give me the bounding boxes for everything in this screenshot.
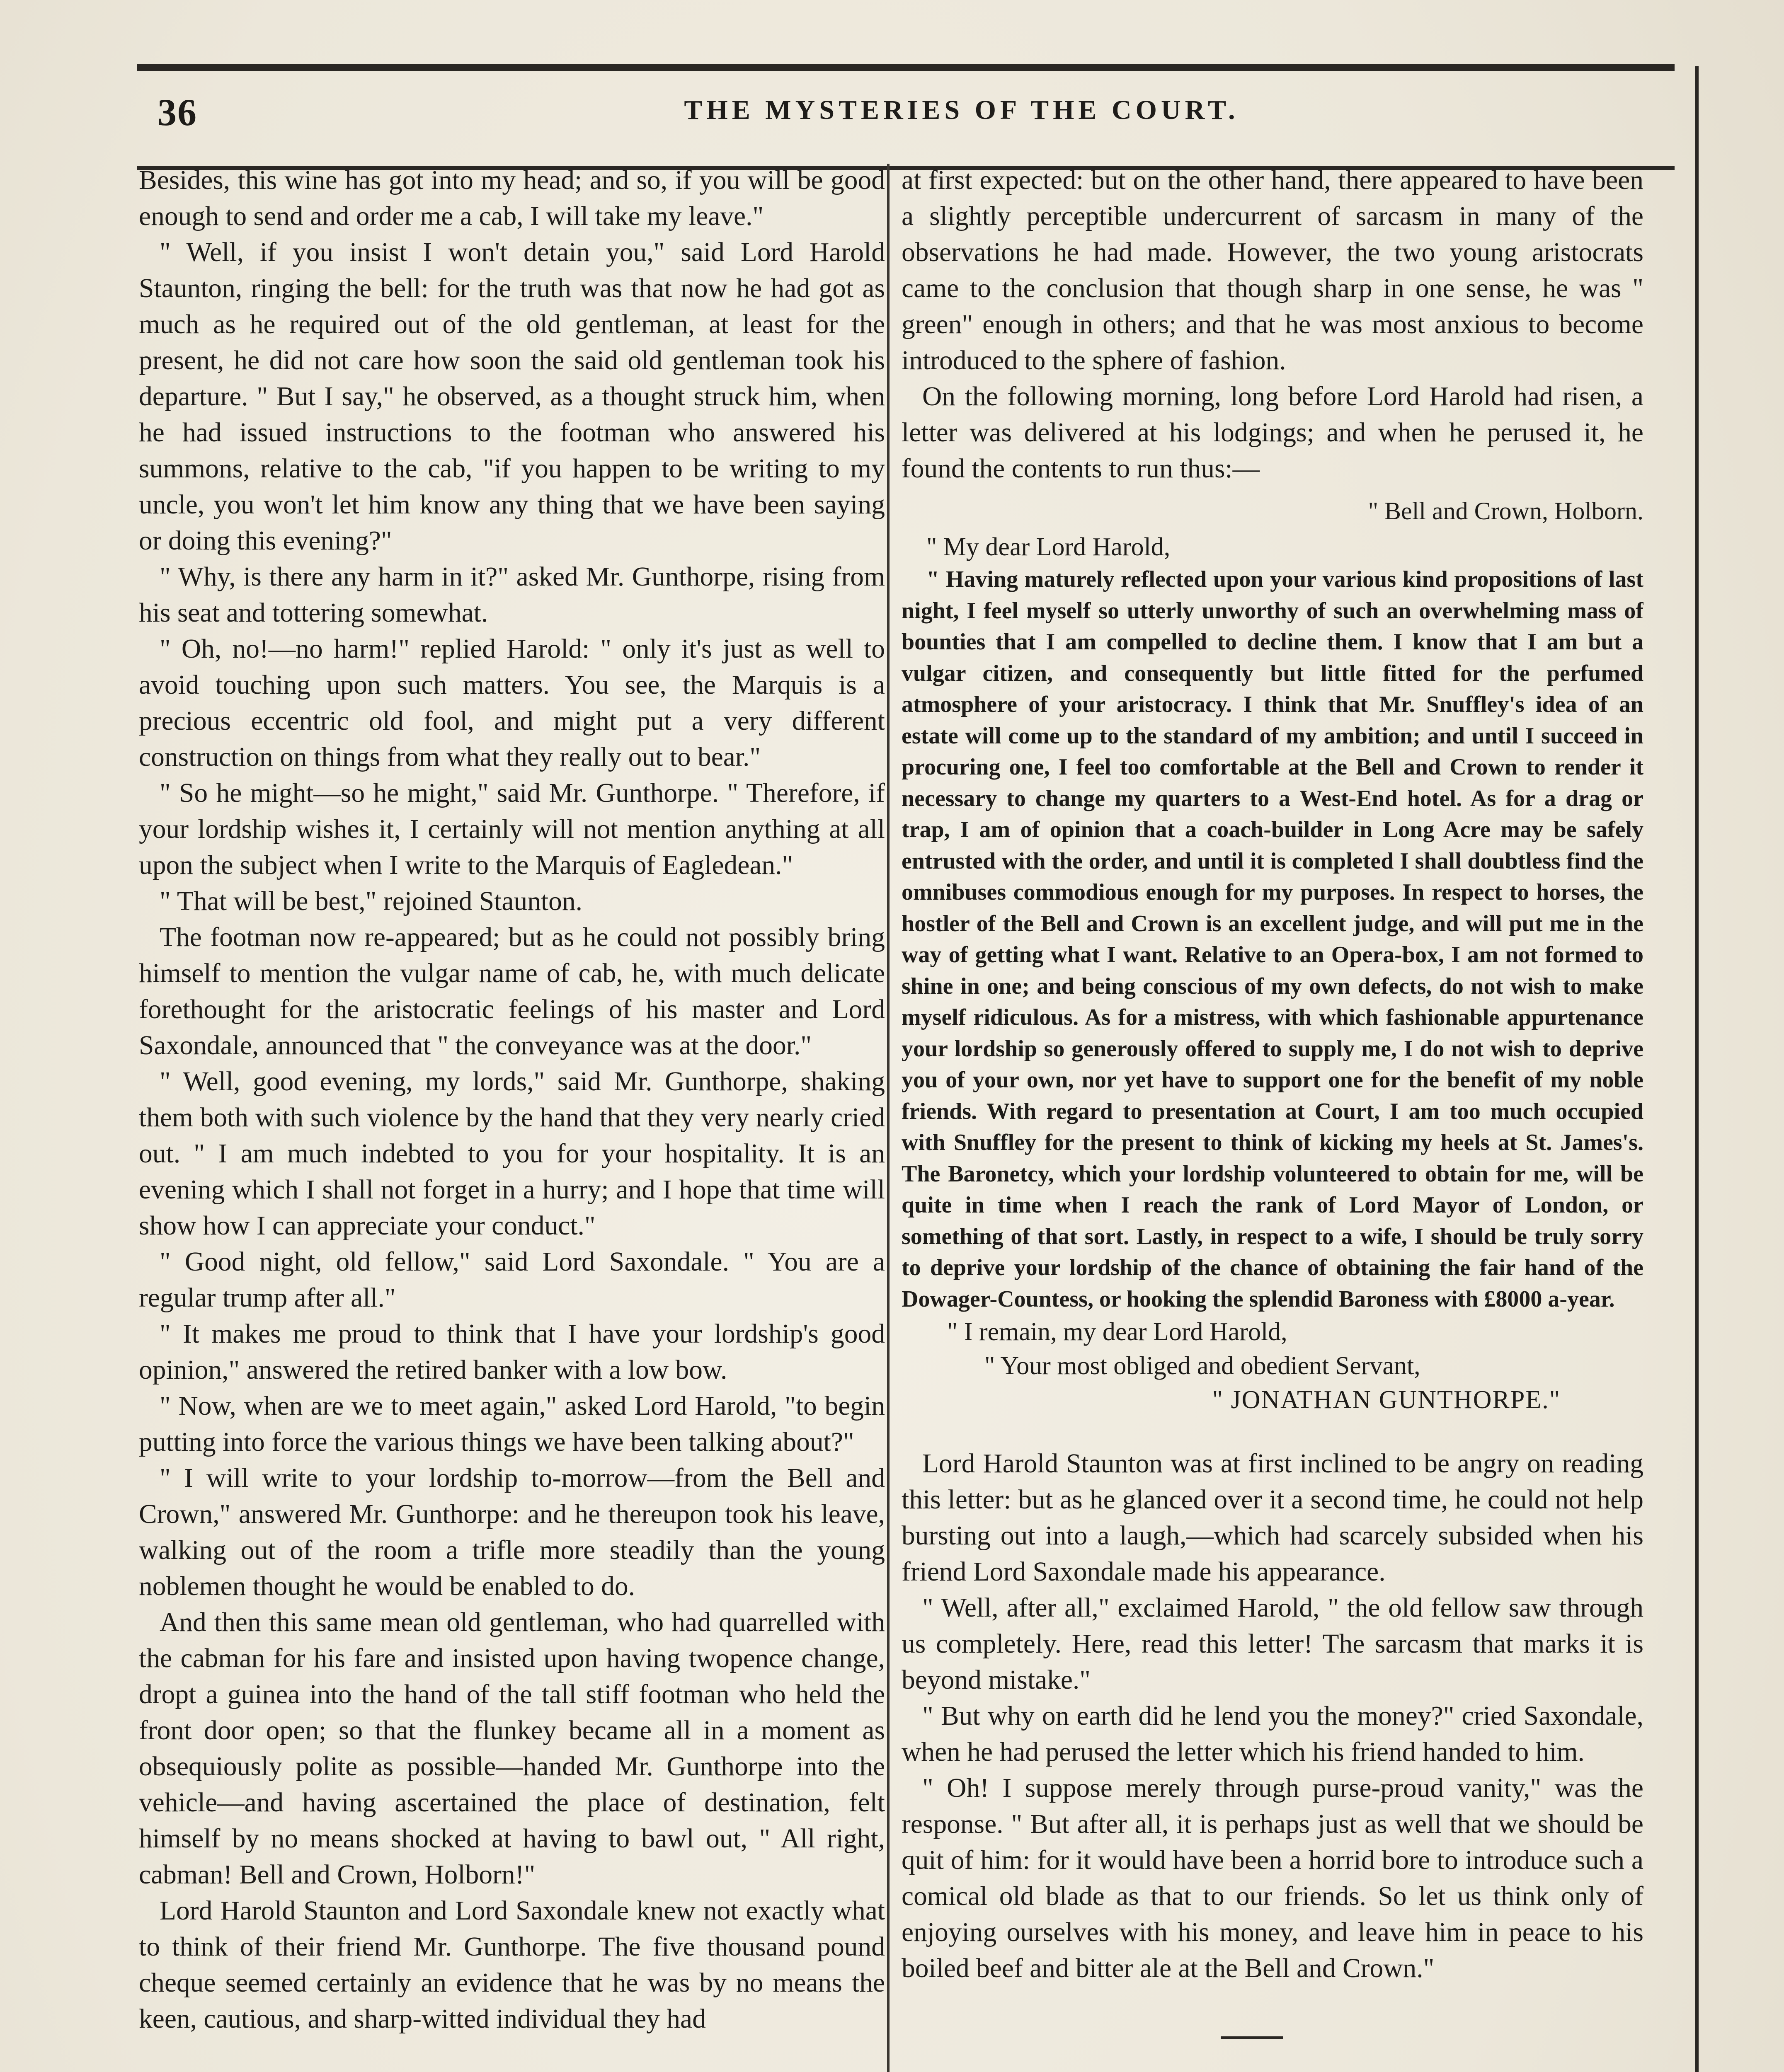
gunthorpe-letter: [902, 487, 1643, 1417]
paragraph: " Well, after all," exclaimed Harold, " the old fellow saw through us completely. Here, read this letter! The sarcasm that marks it is beyond mistake.": [902, 1593, 1643, 1695]
page-number: 36: [158, 91, 197, 133]
letter-closing-line-1: " I remain, my dear Lord Harold,: [947, 1318, 1287, 1346]
end-of-chapter-rule: [1221, 2036, 1283, 2039]
letter-signature: " JONATHAN GUNTHORPE.": [1212, 1386, 1561, 1414]
paragraph: " Well, good evening, my lords," said Mr. Gunthorpe, shaking them both with such violence by the hand that they very nearly cried out. " I am much indebted to you for your hospitality. It is an evening which I shall not forget in a hurry; and I hope that time will show how I can appreciate your conduct.": [139, 1067, 885, 1241]
right-column: [902, 162, 1643, 2072]
paragraph: The footman now re-appeared; but as he could not possibly bring himself to mention the vulgar name of cab, he, with much delicate forethought for the aristocratic feelings of his master and Lord Saxondale, announced that " the conveyance was at the door.": [139, 922, 885, 1060]
column-divider: [887, 164, 890, 2072]
header-top-rule: [137, 64, 1675, 71]
paragraph: Lord Harold Staunton and Lord Saxondale knew not exactly what to think of their friend Mr. Gunthorpe. The five thousand pound cheque seemed certainly an evidence that he was by no means the keen, cautious, and sharp-witted individual they had: [139, 1896, 885, 2034]
running-title: THE MYSTERIES OF THE COURT.: [684, 95, 1239, 125]
letter-dateline: " Bell and Crown, Holborn.: [1368, 497, 1643, 525]
paragraph: " Now, when are we to meet again," asked Lord Harold, "to begin putting into force the various things we have been talking about?": [139, 1391, 885, 1457]
section-gap: [902, 1417, 1643, 1446]
paragraph: And then this same mean old gentleman, who had quarrelled with the cabman for his fare and insisted upon having twopence change, dropt a guinea into the hand of the tall stiff footman who held the front door open; so that the flunkey became all in a moment as obsequiously polite as possible—handed Mr. Gunthorpe into the vehicle—and having ascertained the place of destination, felt himself by no means shocked at having to bawl out, " All right, cabman! Bell and Crown, Holborn!": [139, 1607, 885, 1890]
paragraph: " Good night, old fellow," said Lord Saxondale. " You are a regular trump after all.": [139, 1247, 885, 1313]
paragraph: at first expected: but on the other hand, there appeared to have been a slightly perceptible undercurrent of sarcasm in many of the observations he had made. However, the two young aristocrats came to the conclusion that though sharp in one sense, he was " green" enough in others; and that he was most anxious to become introduced to the sphere of fashion.: [902, 165, 1643, 375]
paragraph: " Well, if you insist I won't detain you," said Lord Harold Staunton, ringing the bell: for the truth was that now he had got as much as he required out of the old gentleman, at least for the present, he did not care how soon the said old gentleman took his departure. " But I say," he observed, as a thought struck him, when he had issued instructions to the footman who answered his summons, relative to the cab, "if you happen to be writing to my uncle, you won't let him know any thing that we have been saying or doing this evening?": [139, 237, 885, 556]
letter-body: " Having maturely reflected upon your various kind propositions of last night, I feel myself so utterly unworthy of such an overwhelming mass of bounties that I am compelled to decline them. I know that I am but a vulgar citizen, and consequently but little fitted for the perfumed atmosphere of your aristocracy. I think that Mr. Snuffley's idea of an estate will come up to the standard of my ambition; and until I succeed in procuring one, I feel too comfortable at the Bell and Crown to render it necessary to change my quarters to a West-End hotel. As for a drag or trap, I am of opinion that a coach-builder in Long Acre may be safely entrusted with the order, and until it is completed I shall doubtless find the omnibuses commodious enough for my purposes. In respect to horses, the hostler of the Bell and Crown is an excellent judge, and will put me in the way of getting what I want. Relative to an Opera-box, I am not formed to shine in one; and being conscious of my own defects, do not wish to make myself ridiculous. As for a mistress, with which fashionable appurtenance your lordship so generously offered to supply me, I do not wish to deprive you of your own, nor yet have to support one for the benefit of my noble friends. With regard to presentation at Court, I am too much occupied with Snuffley for the present to think of kicking my heels at St. James's. The Baronetcy, which your lordship volunteered to obtain for me, will be quite in time when I reach the rank of Lord Mayor of London, or something of that sort. Lastly, in respect to a wife, I should be truly sorry to deprive your lordship of the chance of obtaining the fair hand of the Dowager-Countess, or hooking the splendid Baroness with £8000 a-year.: [902, 566, 1643, 1312]
paragraph: " That will be best," rejoined Staunton.: [160, 886, 583, 916]
letter-closing-line-2: " Your most obliged and obedient Servant,: [984, 1352, 1420, 1380]
paragraph: Besides, this wine has got into my head; and so, if you will be good enough to send and order me a cab, I will take my leave.": [139, 165, 885, 231]
right-column-conclusion: [902, 1446, 1643, 1987]
paragraph: Lord Harold Staunton was at first inclined to be angry on reading this letter: but as he glanced over it a second time, he could not help bursting out into a laugh,—which had scarcely subsided when his friend Lord Saxondale made his appearance.: [902, 1449, 1643, 1587]
paragraph: On the following morning, long before Lord Harold had risen, a letter was delivered at his lodgings; and when he perused it, he found the contents to run thus:—: [902, 382, 1643, 484]
paragraph: " I will write to your lordship to-morrow—from the Bell and Crown," answered Mr. Gunthorpe: and he thereupon took his leave, walking out of the room a trifle more steadily than the young noblemen thought he would be enabled to do.: [139, 1463, 885, 1601]
paragraph: " But why on earth did he lend you the money?" cried Saxondale, when he had perused the letter which his friend handed to him.: [902, 1701, 1643, 1767]
paragraph: " Why, is there any harm in it?" asked Mr. Gunthorpe, rising from his seat and tottering somewhat.: [139, 562, 885, 628]
paragraph: " Oh! I suppose merely through purse-proud vanity," was the response. " But after all, it is perhaps just as well that we should be quit of him: for it would have been a horrid bore to introduce such a comical old blade as that to our friends. So let us think only of enjoying ourselves with his money, and leave him in peace to his boiled beef and bitter ale at the Bell and Crown.": [902, 1773, 1643, 1983]
right-margin-rule: [1695, 66, 1699, 2072]
left-column: [139, 162, 885, 2072]
paragraph: " It makes me proud to think that I have your lordship's good opinion," answered the retired banker with a low bow.: [139, 1319, 885, 1385]
paragraph: " Oh, no!—no harm!" replied Harold: " only it's just as well to avoid touching upon such matters. You see, the Marquis is a precious eccentric old fool, and might put a very different construction on things from what they really out to bear.": [139, 634, 885, 772]
right-column-intro: [902, 162, 1643, 487]
letter-salutation: " My dear Lord Harold,: [926, 533, 1171, 561]
paragraph: " So he might—so he might," said Mr. Gunthorpe. " Therefore, if your lordship wishes it, I certainly will not mention anything at all upon the subject when I write to the Marquis of Eagledean.": [139, 778, 885, 880]
